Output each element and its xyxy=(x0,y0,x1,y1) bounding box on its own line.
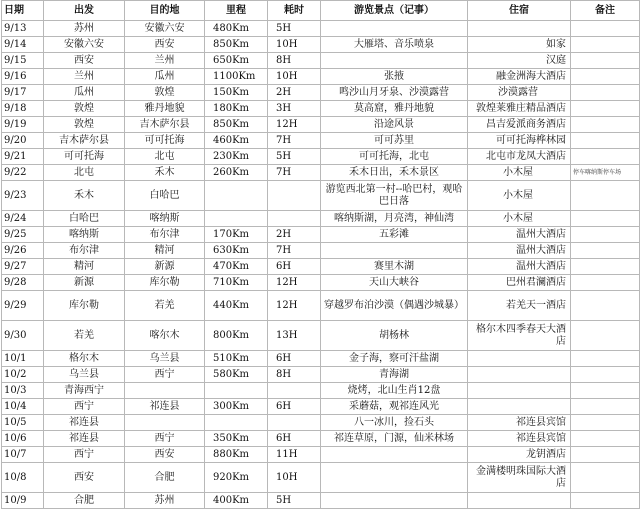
itinerary-table xyxy=(1,0,640,509)
table-row xyxy=(2,431,640,447)
cell-date: 10/1 xyxy=(2,351,44,367)
cell-sights xyxy=(321,21,468,37)
cell-sights: 青海湖 xyxy=(321,367,468,383)
cell-lodging: 汉庭 xyxy=(468,53,571,69)
cell-notes xyxy=(571,181,640,211)
cell-notes xyxy=(571,211,640,227)
cell-lodging: 若羌天一酒店 xyxy=(468,291,571,321)
table-row xyxy=(2,367,640,383)
cell-distance xyxy=(205,181,268,211)
cell-date: 10/3 xyxy=(2,383,44,399)
cell-date: 9/29 xyxy=(2,291,44,321)
table-row xyxy=(2,37,640,53)
cell-sights: 胡杨林 xyxy=(321,321,468,351)
cell-sights: 大雁塔、音乐喷泉 xyxy=(321,37,468,53)
cell-lodging: 小木屋 xyxy=(468,211,571,227)
cell-to: 白哈巴 xyxy=(125,181,205,211)
cell-to: 乌兰县 xyxy=(125,351,205,367)
table-row xyxy=(2,243,640,259)
cell-distance: 850Km xyxy=(205,117,268,133)
cell-duration: 12H xyxy=(268,275,321,291)
cell-sights: 烧烤，北山生肖12盘 xyxy=(321,383,468,399)
cell-distance: 850Km xyxy=(205,37,268,53)
cell-duration: 2H xyxy=(268,85,321,101)
cell-to: 若羌 xyxy=(125,291,205,321)
cell-duration: 2H xyxy=(268,227,321,243)
cell-duration: 7H xyxy=(268,165,321,181)
cell-date: 9/15 xyxy=(2,53,44,69)
cell-distance xyxy=(205,383,268,399)
table-row xyxy=(2,227,640,243)
cell-date: 10/2 xyxy=(2,367,44,383)
cell-distance: 1100Km xyxy=(205,69,268,85)
cell-date: 9/24 xyxy=(2,211,44,227)
cell-from: 祁连县 xyxy=(44,431,125,447)
cell-notes xyxy=(571,291,640,321)
cell-distance: 230Km xyxy=(205,149,268,165)
cell-sights: 金子海，察可汗盐湖 xyxy=(321,351,468,367)
header-duration: 耗时 xyxy=(268,1,321,21)
cell-notes xyxy=(571,431,640,447)
table-row xyxy=(2,149,640,165)
cell-to: 可可托海 xyxy=(125,133,205,149)
cell-distance: 180Km xyxy=(205,101,268,117)
table-row xyxy=(2,415,640,431)
cell-to: 布尔津 xyxy=(125,227,205,243)
cell-distance: 470Km xyxy=(205,259,268,275)
cell-sights: 赛里木湖 xyxy=(321,259,468,275)
cell-notes xyxy=(571,21,640,37)
cell-duration: 6H xyxy=(268,399,321,415)
cell-to: 兰州 xyxy=(125,53,205,69)
table-row xyxy=(2,447,640,463)
cell-sights: 五彩滩 xyxy=(321,227,468,243)
cell-distance: 300Km xyxy=(205,399,268,415)
cell-to: 祁连县 xyxy=(125,399,205,415)
cell-to: 雅丹地貌 xyxy=(125,101,205,117)
cell-sights: 可可托海，北屯 xyxy=(321,149,468,165)
cell-distance: 510Km xyxy=(205,351,268,367)
cell-lodging xyxy=(468,367,571,383)
cell-from: 格尔木 xyxy=(44,351,125,367)
table-row xyxy=(2,165,640,181)
cell-lodging: 融金洲海大酒店 xyxy=(468,69,571,85)
cell-notes xyxy=(571,351,640,367)
cell-lodging: 如家 xyxy=(468,37,571,53)
cell-sights: 可可苏里 xyxy=(321,133,468,149)
cell-to: 西宁 xyxy=(125,367,205,383)
cell-lodging: 金满楼明珠国际大酒店 xyxy=(468,463,571,493)
cell-from: 敦煌 xyxy=(44,101,125,117)
cell-distance: 480Km xyxy=(205,21,268,37)
cell-notes xyxy=(571,259,640,275)
cell-notes xyxy=(571,321,640,351)
cell-to: 西宁 xyxy=(125,431,205,447)
cell-date: 10/5 xyxy=(2,415,44,431)
cell-duration: 5H xyxy=(268,493,321,509)
cell-duration: 7H xyxy=(268,243,321,259)
cell-sights xyxy=(321,463,468,493)
cell-lodging: 格尔木四季春天大酒店 xyxy=(468,321,571,351)
header-from: 出发 xyxy=(44,1,125,21)
cell-sights: 穿越罗布泊沙漠（偶遇沙城暴） xyxy=(321,291,468,321)
table-row xyxy=(2,351,640,367)
cell-duration: 13H xyxy=(268,321,321,351)
cell-sights: 游览西北第一村--哈巴村，观哈巴日落 xyxy=(321,181,468,211)
cell-date: 10/4 xyxy=(2,399,44,415)
cell-duration xyxy=(268,181,321,211)
cell-to: 喀尔木 xyxy=(125,321,205,351)
cell-lodging: 小木屋 xyxy=(468,181,571,211)
cell-notes xyxy=(571,447,640,463)
cell-to: 精河 xyxy=(125,243,205,259)
cell-distance xyxy=(205,415,268,431)
table-row xyxy=(2,383,640,399)
cell-lodging: 温州大酒店 xyxy=(468,227,571,243)
cell-notes xyxy=(571,133,640,149)
header-to: 目的地 xyxy=(125,1,205,21)
table-row xyxy=(2,69,640,85)
cell-from: 北屯 xyxy=(44,165,125,181)
cell-lodging xyxy=(468,351,571,367)
cell-from: 白哈巴 xyxy=(44,211,125,227)
cell-from: 禾木 xyxy=(44,181,125,211)
cell-notes xyxy=(571,85,640,101)
cell-lodging: 巴州君澜酒店 xyxy=(468,275,571,291)
cell-to: 敦煌 xyxy=(125,85,205,101)
cell-from: 西宁 xyxy=(44,399,125,415)
table-row xyxy=(2,117,640,133)
cell-duration: 11H xyxy=(268,447,321,463)
cell-to: 安徽六安 xyxy=(125,21,205,37)
cell-distance: 350Km xyxy=(205,431,268,447)
cell-date: 9/21 xyxy=(2,149,44,165)
cell-duration xyxy=(268,415,321,431)
cell-distance: 400Km xyxy=(205,493,268,509)
cell-sights: 八一冰川，捡石头 xyxy=(321,415,468,431)
table-row xyxy=(2,275,640,291)
cell-date: 10/6 xyxy=(2,431,44,447)
cell-from: 西宁 xyxy=(44,447,125,463)
cell-lodging xyxy=(468,399,571,415)
cell-sights xyxy=(321,447,468,463)
cell-duration: 10H xyxy=(268,37,321,53)
cell-lodging: 祁连县宾馆 xyxy=(468,415,571,431)
header-date: 日期 xyxy=(2,1,44,21)
cell-duration: 12H xyxy=(268,117,321,133)
cell-from: 敦煌 xyxy=(44,117,125,133)
cell-duration: 6H xyxy=(268,351,321,367)
cell-to: 吉木萨尔县 xyxy=(125,117,205,133)
cell-lodging: 北屯市龙凤大酒店 xyxy=(468,149,571,165)
header-row xyxy=(2,1,640,21)
cell-to: 合肥 xyxy=(125,463,205,493)
cell-lodging: 温州大酒店 xyxy=(468,243,571,259)
cell-from: 吉木萨尔县 xyxy=(44,133,125,149)
cell-notes xyxy=(571,463,640,493)
cell-from: 若羌 xyxy=(44,321,125,351)
cell-notes xyxy=(571,117,640,133)
cell-duration: 10H xyxy=(268,463,321,493)
cell-duration: 8H xyxy=(268,367,321,383)
cell-from: 乌兰县 xyxy=(44,367,125,383)
cell-duration: 3H xyxy=(268,101,321,117)
cell-lodging: 小木屋 xyxy=(468,165,571,181)
cell-duration: 5H xyxy=(268,149,321,165)
cell-lodging xyxy=(468,21,571,37)
cell-sights: 禾木日出，禾木景区 xyxy=(321,165,468,181)
cell-date: 9/28 xyxy=(2,275,44,291)
cell-distance: 650Km xyxy=(205,53,268,69)
cell-distance: 800Km xyxy=(205,321,268,351)
cell-notes xyxy=(571,53,640,69)
cell-sights: 莫高窟，雅丹地貌 xyxy=(321,101,468,117)
cell-sights: 采蘑菇，观祁连风光 xyxy=(321,399,468,415)
cell-notes xyxy=(571,367,640,383)
cell-sights xyxy=(321,53,468,69)
cell-to: 禾木 xyxy=(125,165,205,181)
cell-notes xyxy=(571,399,640,415)
header-notes: 备注 xyxy=(571,1,640,21)
cell-to xyxy=(125,383,205,399)
cell-duration: 7H xyxy=(268,133,321,149)
cell-from: 瓜州 xyxy=(44,85,125,101)
table-row xyxy=(2,53,640,69)
table-row xyxy=(2,399,640,415)
cell-date: 9/13 xyxy=(2,21,44,37)
table-row xyxy=(2,493,640,509)
cell-date: 9/17 xyxy=(2,85,44,101)
cell-distance: 630Km xyxy=(205,243,268,259)
cell-date: 9/22 xyxy=(2,165,44,181)
table-row xyxy=(2,101,640,117)
cell-date: 9/20 xyxy=(2,133,44,149)
cell-to: 苏州 xyxy=(125,493,205,509)
cell-to: 瓜州 xyxy=(125,69,205,85)
table-row xyxy=(2,259,640,275)
cell-date: 9/27 xyxy=(2,259,44,275)
header-sights: 游览景点（记事） xyxy=(321,1,468,21)
cell-from: 兰州 xyxy=(44,69,125,85)
cell-from: 西安 xyxy=(44,463,125,493)
cell-lodging: 祁连县宾馆 xyxy=(468,431,571,447)
cell-from: 青海西宁 xyxy=(44,383,125,399)
table-row xyxy=(2,21,640,37)
cell-duration xyxy=(268,383,321,399)
cell-sights: 喀纳斯湖，月亮湾，神仙湾 xyxy=(321,211,468,227)
cell-date: 9/30 xyxy=(2,321,44,351)
table-row xyxy=(2,133,640,149)
cell-notes: 停车喀纳斯停车场 xyxy=(571,165,640,181)
cell-distance: 710Km xyxy=(205,275,268,291)
cell-lodging xyxy=(468,383,571,399)
table-row xyxy=(2,85,640,101)
cell-distance: 580Km xyxy=(205,367,268,383)
cell-distance: 880Km xyxy=(205,447,268,463)
cell-duration: 6H xyxy=(268,259,321,275)
cell-date: 9/23 xyxy=(2,181,44,211)
cell-to: 新源 xyxy=(125,259,205,275)
cell-sights: 沿途风景 xyxy=(321,117,468,133)
cell-duration: 10H xyxy=(268,69,321,85)
cell-lodging: 沙漠露营 xyxy=(468,85,571,101)
cell-from: 布尔津 xyxy=(44,243,125,259)
cell-sights: 祁连草原，门源，仙米林场 xyxy=(321,431,468,447)
cell-notes xyxy=(571,149,640,165)
cell-date: 9/19 xyxy=(2,117,44,133)
cell-sights: 鸣沙山月牙泉、沙漠露营 xyxy=(321,85,468,101)
cell-distance: 170Km xyxy=(205,227,268,243)
cell-from: 新源 xyxy=(44,275,125,291)
cell-lodging: 可可托海桦林园 xyxy=(468,133,571,149)
cell-sights xyxy=(321,493,468,509)
cell-lodging: 龙钥酒店 xyxy=(468,447,571,463)
cell-date: 10/7 xyxy=(2,447,44,463)
table-row xyxy=(2,321,640,351)
cell-duration: 6H xyxy=(268,431,321,447)
cell-duration xyxy=(268,211,321,227)
cell-date: 9/26 xyxy=(2,243,44,259)
cell-from: 库尔勒 xyxy=(44,291,125,321)
cell-date: 10/9 xyxy=(2,493,44,509)
cell-notes xyxy=(571,275,640,291)
cell-from: 喀纳斯 xyxy=(44,227,125,243)
cell-to: 西安 xyxy=(125,447,205,463)
cell-from: 苏州 xyxy=(44,21,125,37)
cell-from: 西安 xyxy=(44,53,125,69)
cell-lodging xyxy=(468,493,571,509)
cell-date: 9/16 xyxy=(2,69,44,85)
cell-lodging: 昌吉爱派商务酒店 xyxy=(468,117,571,133)
cell-notes xyxy=(571,493,640,509)
cell-notes xyxy=(571,37,640,53)
cell-from: 安徽六安 xyxy=(44,37,125,53)
cell-notes xyxy=(571,101,640,117)
table-row xyxy=(2,463,640,493)
cell-sights xyxy=(321,243,468,259)
cell-from: 合肥 xyxy=(44,493,125,509)
cell-notes xyxy=(571,227,640,243)
cell-duration: 5H xyxy=(268,21,321,37)
cell-distance: 460Km xyxy=(205,133,268,149)
cell-to: 北屯 xyxy=(125,149,205,165)
cell-duration: 12H xyxy=(268,291,321,321)
cell-to xyxy=(125,415,205,431)
cell-lodging: 敦煌莱雅庄精品酒店 xyxy=(468,101,571,117)
cell-to: 喀纳斯 xyxy=(125,211,205,227)
cell-notes xyxy=(571,415,640,431)
cell-distance: 150Km xyxy=(205,85,268,101)
cell-notes xyxy=(571,383,640,399)
cell-date: 9/14 xyxy=(2,37,44,53)
cell-to: 西安 xyxy=(125,37,205,53)
cell-sights: 天山大峡谷 xyxy=(321,275,468,291)
table-row xyxy=(2,291,640,321)
cell-notes xyxy=(571,69,640,85)
cell-date: 9/25 xyxy=(2,227,44,243)
header-distance: 里程 xyxy=(205,1,268,21)
cell-distance: 920Km xyxy=(205,463,268,493)
cell-from: 精河 xyxy=(44,259,125,275)
cell-notes xyxy=(571,243,640,259)
cell-distance: 260Km xyxy=(205,165,268,181)
cell-date: 10/8 xyxy=(2,463,44,493)
table-row xyxy=(2,211,640,227)
table-row xyxy=(2,181,640,211)
cell-lodging: 温州大酒店 xyxy=(468,259,571,275)
cell-distance xyxy=(205,211,268,227)
cell-duration: 8H xyxy=(268,53,321,69)
cell-distance: 440Km xyxy=(205,291,268,321)
cell-sights: 张掖 xyxy=(321,69,468,85)
cell-from: 祁连县 xyxy=(44,415,125,431)
cell-from: 可可托海 xyxy=(44,149,125,165)
cell-date: 9/18 xyxy=(2,101,44,117)
cell-to: 库尔勒 xyxy=(125,275,205,291)
header-lodging: 住宿 xyxy=(468,1,571,21)
